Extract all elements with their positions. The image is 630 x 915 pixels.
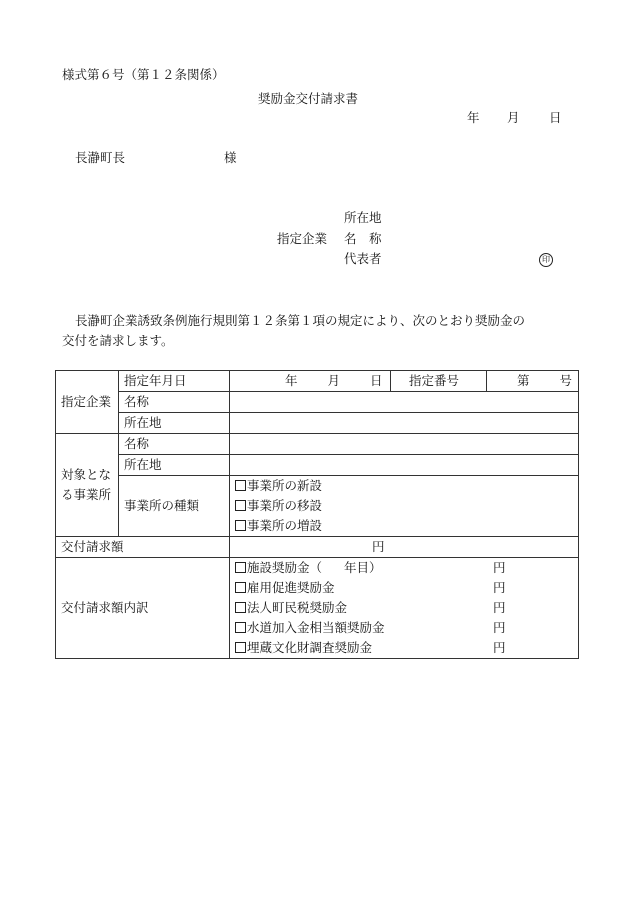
designated-company-header: 指定企業 [56, 371, 119, 434]
date-month-label: 月 [507, 110, 520, 125]
breakdown-label: 交付請求額内訳 [56, 558, 230, 659]
date-year-label: 年 [467, 110, 480, 125]
table-row [56, 537, 579, 558]
date-day-label: 日 [549, 110, 562, 125]
target-office-label-line-2: る事業所 [61, 487, 112, 502]
checkbox-icon[interactable] [235, 562, 246, 573]
subsidy-item[interactable]: 施設奨励金（ 年目） 円 [235, 558, 573, 578]
office-name-field[interactable] [230, 434, 579, 455]
breakdown-list [230, 558, 579, 659]
table-row [56, 392, 579, 413]
table-row [56, 434, 579, 455]
company-name-label: 名称 [119, 392, 230, 413]
office-name-label: 名称 [119, 434, 230, 455]
body-text-line-2: 交付を請求します。 [62, 333, 174, 348]
company-address-label: 所在地 [119, 413, 230, 434]
checkbox-icon[interactable] [235, 500, 246, 511]
applicant-address-label: 所在地 [344, 210, 382, 225]
checkbox-icon[interactable] [235, 480, 246, 491]
company-address-field[interactable] [230, 413, 579, 434]
seal-glyph: 印 [539, 253, 553, 267]
designation-date-label: 指定年月日 [119, 371, 230, 392]
designation-month-label: 月 [327, 373, 341, 388]
addressee-label: 長瀞町長 [75, 150, 126, 165]
subsidy-item[interactable]: 法人町民税奨励金 円 [235, 598, 573, 618]
subsidy-item[interactable]: 埋蔵文化財調査奨励金 円 [235, 638, 573, 658]
body-text-line-1: 長瀞町企業誘致条例施行規則第１２条第１項の規定により、次のとおり奨励金の [75, 313, 526, 328]
office-address-label: 所在地 [119, 455, 230, 476]
checkbox-icon[interactable] [235, 582, 246, 593]
designation-number-label: 指定番号 [391, 371, 487, 392]
target-office-header [56, 434, 119, 537]
designation-date-field[interactable] [230, 371, 391, 392]
table-row [56, 558, 579, 659]
office-type-options [230, 476, 579, 537]
table-row [56, 413, 579, 434]
honorific-label: 様 [224, 150, 237, 165]
company-name-field[interactable] [230, 392, 579, 413]
office-type-option[interactable]: 事業所の新設 [235, 476, 573, 496]
subsidy-item[interactable]: 水道加入金相当額奨励金 円 [235, 618, 573, 638]
table-row [56, 476, 579, 537]
table-row [56, 371, 579, 392]
applicant-group-label: 指定企業 [277, 231, 328, 246]
designation-number-field[interactable] [487, 371, 579, 392]
target-office-label-line-1: 対象とな [61, 467, 112, 482]
applicant-rep-label: 代表者 [344, 251, 382, 266]
office-type-label: 事業所の種類 [119, 476, 230, 537]
form-number-label: 様式第６号（第１２条関係） [62, 67, 225, 82]
office-address-field[interactable] [230, 455, 579, 476]
designation-day-label: 日 [370, 373, 383, 388]
checkbox-icon[interactable] [235, 642, 246, 653]
applicant-name-label: 名 称 [344, 231, 382, 246]
checkbox-icon[interactable] [235, 622, 246, 633]
office-type-option[interactable]: 事業所の移設 [235, 496, 573, 516]
document-title: 奨励金交付請求書 [258, 91, 359, 106]
checkbox-icon[interactable] [235, 602, 246, 613]
designation-year-label: 年 [285, 373, 298, 388]
checkbox-icon[interactable] [235, 520, 246, 531]
subsidy-item[interactable]: 雇用促進奨励金 円 [235, 578, 573, 598]
request-amount-yen: 円 [372, 539, 385, 554]
request-amount-label: 交付請求額 [56, 537, 230, 558]
seal-mark [539, 252, 553, 267]
request-form-table [55, 370, 579, 659]
office-type-option[interactable]: 事業所の増設 [235, 516, 573, 536]
table-row [56, 455, 579, 476]
request-amount-field[interactable] [230, 537, 579, 558]
number-prefix-label: 第 [517, 373, 530, 388]
number-suffix-label: 号 [559, 373, 573, 388]
